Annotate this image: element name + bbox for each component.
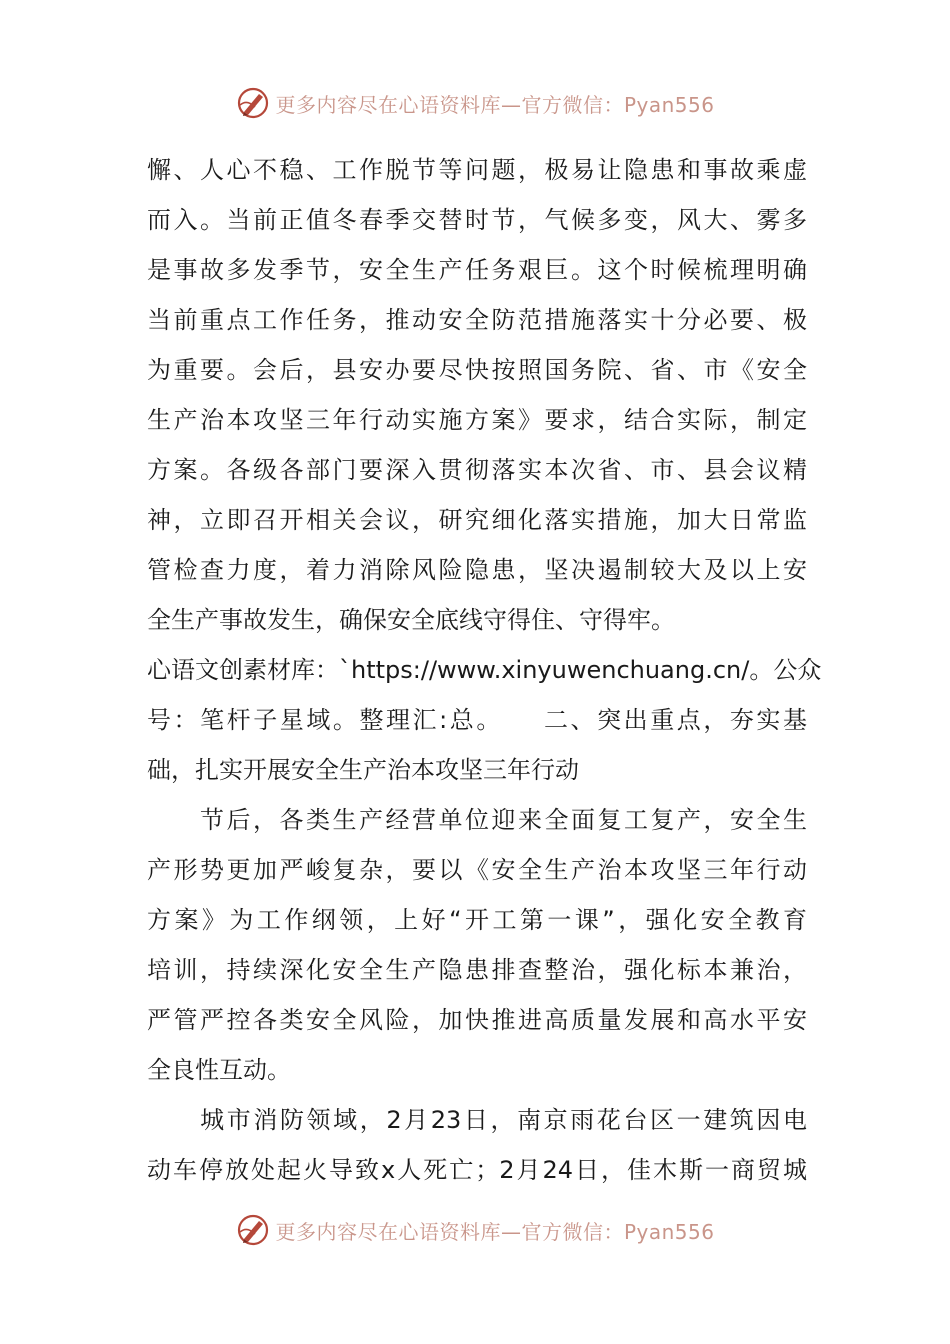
- text-line: 动车停放处起火导致x人死亡；2月24日，佳木斯一商贸城: [147, 1156, 807, 1184]
- text-line: 懈、人心不稳、工作脱节等问题，极易让隐患和事故乘虚: [147, 156, 807, 184]
- text-line: 生产治本攻坚三年行动实施方案》要求，结合实际，制定: [147, 406, 807, 434]
- text-line: 管检查力度，着力消除风险隐患，坚决遏制较大及以上安: [147, 556, 807, 584]
- banner-text-primary: 更多内容尽在心语资料库: [275, 92, 501, 117]
- text-line: 神，立即召开相关会议，研究细化落实措施，加大日常监: [147, 506, 807, 534]
- pen-logo-icon: [235, 1212, 271, 1248]
- banner-text: [275, 89, 714, 118]
- text-line: 方案。各级各部门要深入贯彻落实本次省、市、县会议精: [147, 456, 807, 484]
- text-line: 城市消防领域，2月23日，南京雨花台区一建筑因电: [147, 1106, 807, 1134]
- text-line: 培训，持续深化安全生产隐患排查整治，强化标本兼治，: [147, 956, 807, 984]
- document-body: [147, 145, 822, 1195]
- text-line: 严管严控各类安全风险，加快推进高质量发展和高水平安: [147, 1006, 807, 1034]
- text-line: 方案》为工作纲领，上好“开工第一课”，强化安全教育: [147, 906, 807, 934]
- text-line-source: 心语文创素材库：`https://www.xinyuwenchuang.cn/。公众: [147, 656, 822, 684]
- text-line: 为重要。会后，县安办要尽快按照国务院、省、市《安全: [147, 356, 807, 384]
- text-line: 而入。当前正值冬春季交替时节，气候多变，风大、雾多: [147, 206, 807, 234]
- text-line: 当前重点工作任务，推动安全防范措施落实十分必要、极: [147, 306, 807, 334]
- footer-banner: [0, 1210, 950, 1250]
- text-line: 是事故多发季节，安全生产任务艰巨。这个时候梳理明确: [147, 256, 807, 284]
- header-banner: [0, 83, 950, 123]
- text-line: 产形势更加严峻复杂，要以《安全生产治本攻坚三年行动: [147, 856, 807, 884]
- text-line: 全生产事故发生，确保安全底线守得住、守得牢。: [147, 606, 675, 634]
- banner-text: [275, 1216, 714, 1245]
- text-line: 节后，各类生产经营单位迎来全面复工复产，安全生: [147, 806, 807, 834]
- pen-logo-icon: [235, 85, 271, 121]
- text-line: 号：笔杆子星域。整理汇:总。 二、突出重点，夯实基: [147, 706, 807, 734]
- banner-text-primary: 更多内容尽在心语资料库: [275, 1219, 501, 1244]
- text-line: 全良性互动。: [147, 1056, 291, 1084]
- banner-text-secondary: —官方微信：Pyan556: [500, 1219, 715, 1244]
- banner-text-secondary: —官方微信：Pyan556: [500, 92, 715, 117]
- section-heading-line: 础，扎实开展安全生产治本攻坚三年行动: [147, 756, 579, 784]
